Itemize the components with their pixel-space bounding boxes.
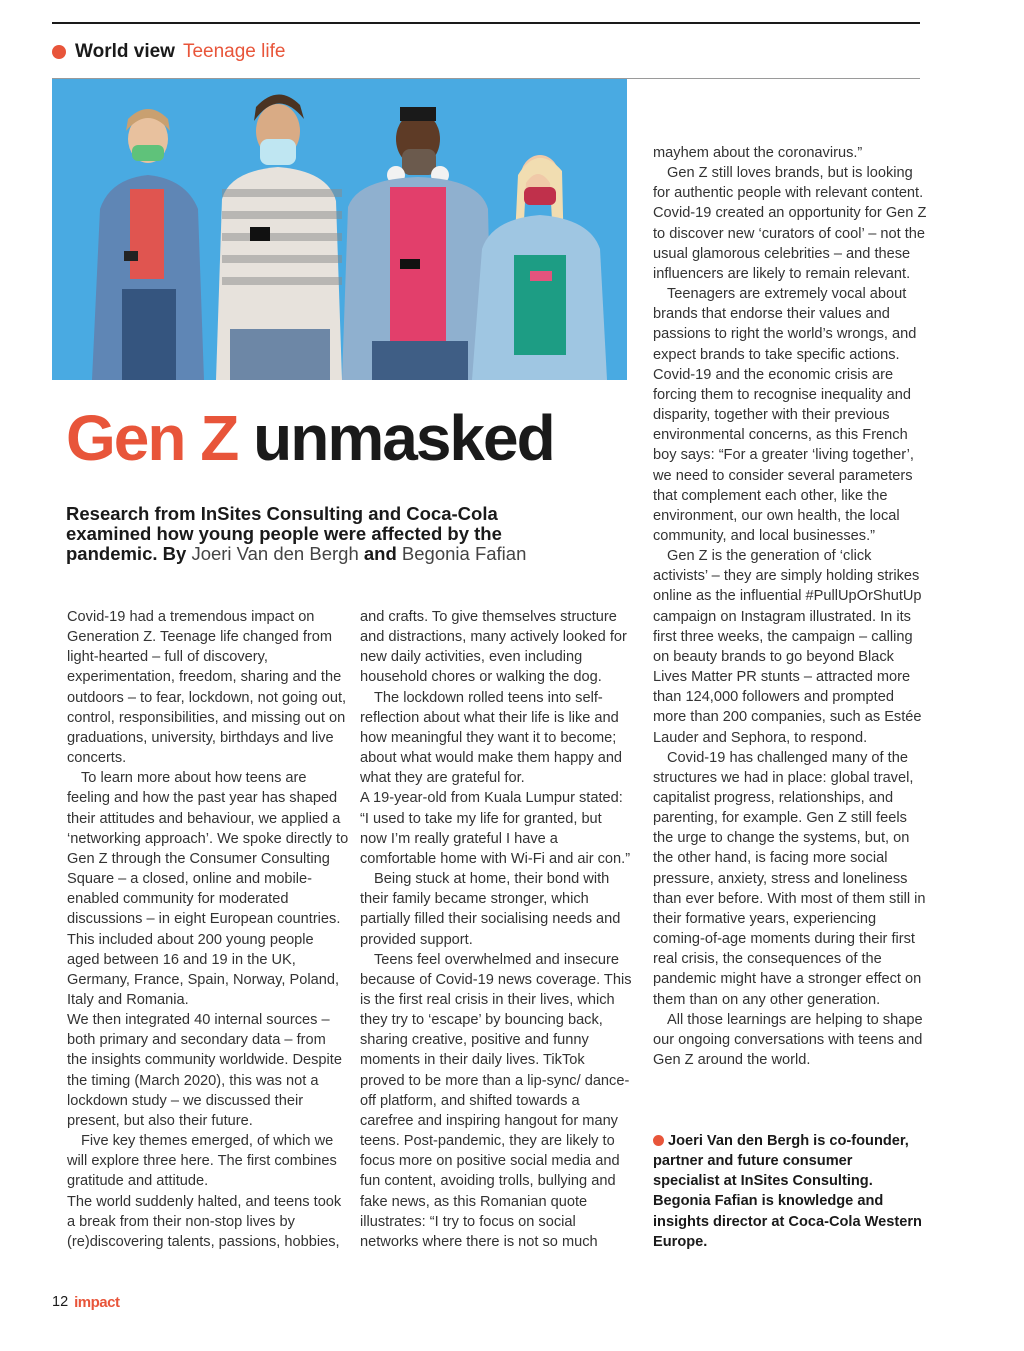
byline-and: and bbox=[363, 543, 397, 564]
paragraph: The world suddenly halted, and teens took a break from their non-stop lives by (re)discovering talents, passions, hobbies, bbox=[67, 1193, 342, 1250]
paragraph: mayhem about the coronavirus.” bbox=[653, 145, 863, 161]
subsection-name[interactable]: Teenage life bbox=[182, 41, 286, 62]
magazine-logo: impact bbox=[74, 1293, 120, 1311]
bio-dot-icon bbox=[653, 1135, 664, 1146]
paragraph: Being stuck at home, their bond with their family became stronger, which partially filled their socialising needs and provided support. bbox=[360, 871, 621, 948]
page-title bbox=[66, 398, 554, 478]
author-bio bbox=[653, 1131, 923, 1252]
top-rule bbox=[52, 22, 920, 24]
hero-photo bbox=[52, 79, 627, 380]
page-footer bbox=[52, 1291, 120, 1313]
author-2: Begonia Fafian bbox=[401, 543, 527, 564]
paragraph: Gen Z is the generation of ‘click activists’ – they are simply holding strikes online as the influential #PullUpOrShutUp campaign on Instagram illustrated. In its first three weeks, the campaign – calling on beauty brands to go beyond Black Lives Matter PR stunts – attracted more than 124,000 followers and prompted more than 200 companies, such as Estée Lauder and Sephora, to respond. bbox=[653, 548, 922, 746]
body-column-1 bbox=[67, 607, 349, 1252]
standfirst-text: Research from InSites Consulting and Coca-Cola examined how young people were affected by the pandemic. bbox=[66, 503, 502, 564]
paragraph: Covid-19 has challenged many of the structures we had in place: global travel, capitalist progress, relationships, and parenting, for example. Gen Z still feels the urge to change the systems, but, on the other hand, is facing more social pressure, anxiety, stress and loneliness than ever before. With most of them still in their formative years, experiencing coming-of-age moments during their first real crisis, the consequences of the pandemic might have a stronger effect on them than on any other generation. bbox=[653, 749, 926, 1008]
author-1: Joeri Van den Bergh bbox=[191, 543, 359, 564]
paragraph: A 19-year-old from Kuala Lumpur stated: “I used to take my life for granted, but now I’m really grateful I have a comfortable home with Wi-Fi and air con.” bbox=[360, 790, 631, 867]
paragraph: The lockdown rolled teens into self-reflection about what their life is like and how meaningful they want it to become; about what would make them happy and what they are grateful for. bbox=[360, 689, 623, 787]
paragraph: Teens feel overwhelmed and insecure because of Covid-19 news coverage. This is the first real crisis in their lives, which they try to ‘escape’ by bouncing back, sharing creative, positive and funny moments in their daily lives. TikTok proved to be more than a lip-sync/ dance-off platform, and shifted towards a carefree and inspiring hangout for many teens. Post-pandemic, they are likely to focus more on positive social media and fun content, avoiding trolls, bullying and fake news, as this Romanian quote illustrates: “I try to focus on social networks where there is not so much bbox=[360, 951, 632, 1250]
title-main: unmasked bbox=[253, 402, 554, 474]
paragraph: Teenagers are extremely vocal about brands that endorse their values and passions to right the world’s wrongs, and expect brands to take specific actions. Covid-19 and the economic crisis are forcing them to recognise inequality and disparity, together with their previous environmental concerns, as this French boy says: “For a greater ‘living together’, we need to consider several parameters that complement each other, like the environment, our own health, the local community, and local businesses.” bbox=[653, 286, 917, 544]
paragraph: We then integrated 40 internal sources – both primary and secondary data – from the insights community worldwide. Despite the timing (March 2020), this was not a lockdown study – we discussed their present, but also their future. bbox=[67, 1012, 342, 1129]
section-dot-icon bbox=[52, 45, 66, 59]
paragraph: Gen Z still loves brands, but is looking for authentic people with relevant content. Covid-19 created an opportunity for Gen Z to discover new ‘curators of cool’ – not the usual glamorous celebrities – and these influencers are likely to remain relevant. bbox=[653, 165, 927, 282]
title-accent: Gen Z bbox=[66, 402, 238, 474]
section-header bbox=[52, 38, 285, 66]
body-column-3 bbox=[653, 143, 928, 1070]
paragraph: Five key themes emerged, of which we will explore three here. The first combines gratitude and attitude. bbox=[67, 1133, 337, 1190]
paragraph: Covid-19 had a tremendous impact on Generation Z. Teenage life changed from light-hearted – full of discovery, experimentation, freedom, sharing and the outdoors – to fear, lockdown, not going out, control, responsibilities, and missing out on graduations, university, birthdays and live concerts. bbox=[67, 609, 347, 767]
page-number: 12 bbox=[52, 1294, 69, 1310]
paragraph: To learn more about how teens are feeling and how the past year has shaped their attitudes and behaviour, we applied a ‘networking approach’. We spoke directly to Gen Z through the Consumer Consulting Square – a closed, online and mobile-enabled community for moderated discussions – in eight European countries. This included about 200 young people aged between 16 and 19 in the UK, Germany, France, Spain, Norway, Poland, Italy and Romania. bbox=[67, 770, 349, 1008]
byline-by: By bbox=[162, 543, 187, 564]
section-name[interactable]: World view bbox=[75, 41, 175, 62]
paragraph: All those learnings are helping to shape our ongoing conversations with teens and Gen Z around the world. bbox=[653, 1011, 923, 1069]
paragraph: and crafts. To give themselves structure and distractions, many actively looked for new daily activities, even including household chores or walking the dog. bbox=[360, 609, 627, 686]
bio-text: Joeri Van den Bergh is co-founder, partner and future consumer specialist at InSites Consulting. Begonia Fafian is knowledge and insights director at Coca-Cola Western Europe. bbox=[653, 1133, 922, 1250]
body-column-2 bbox=[360, 607, 632, 1252]
standfirst bbox=[66, 504, 536, 564]
